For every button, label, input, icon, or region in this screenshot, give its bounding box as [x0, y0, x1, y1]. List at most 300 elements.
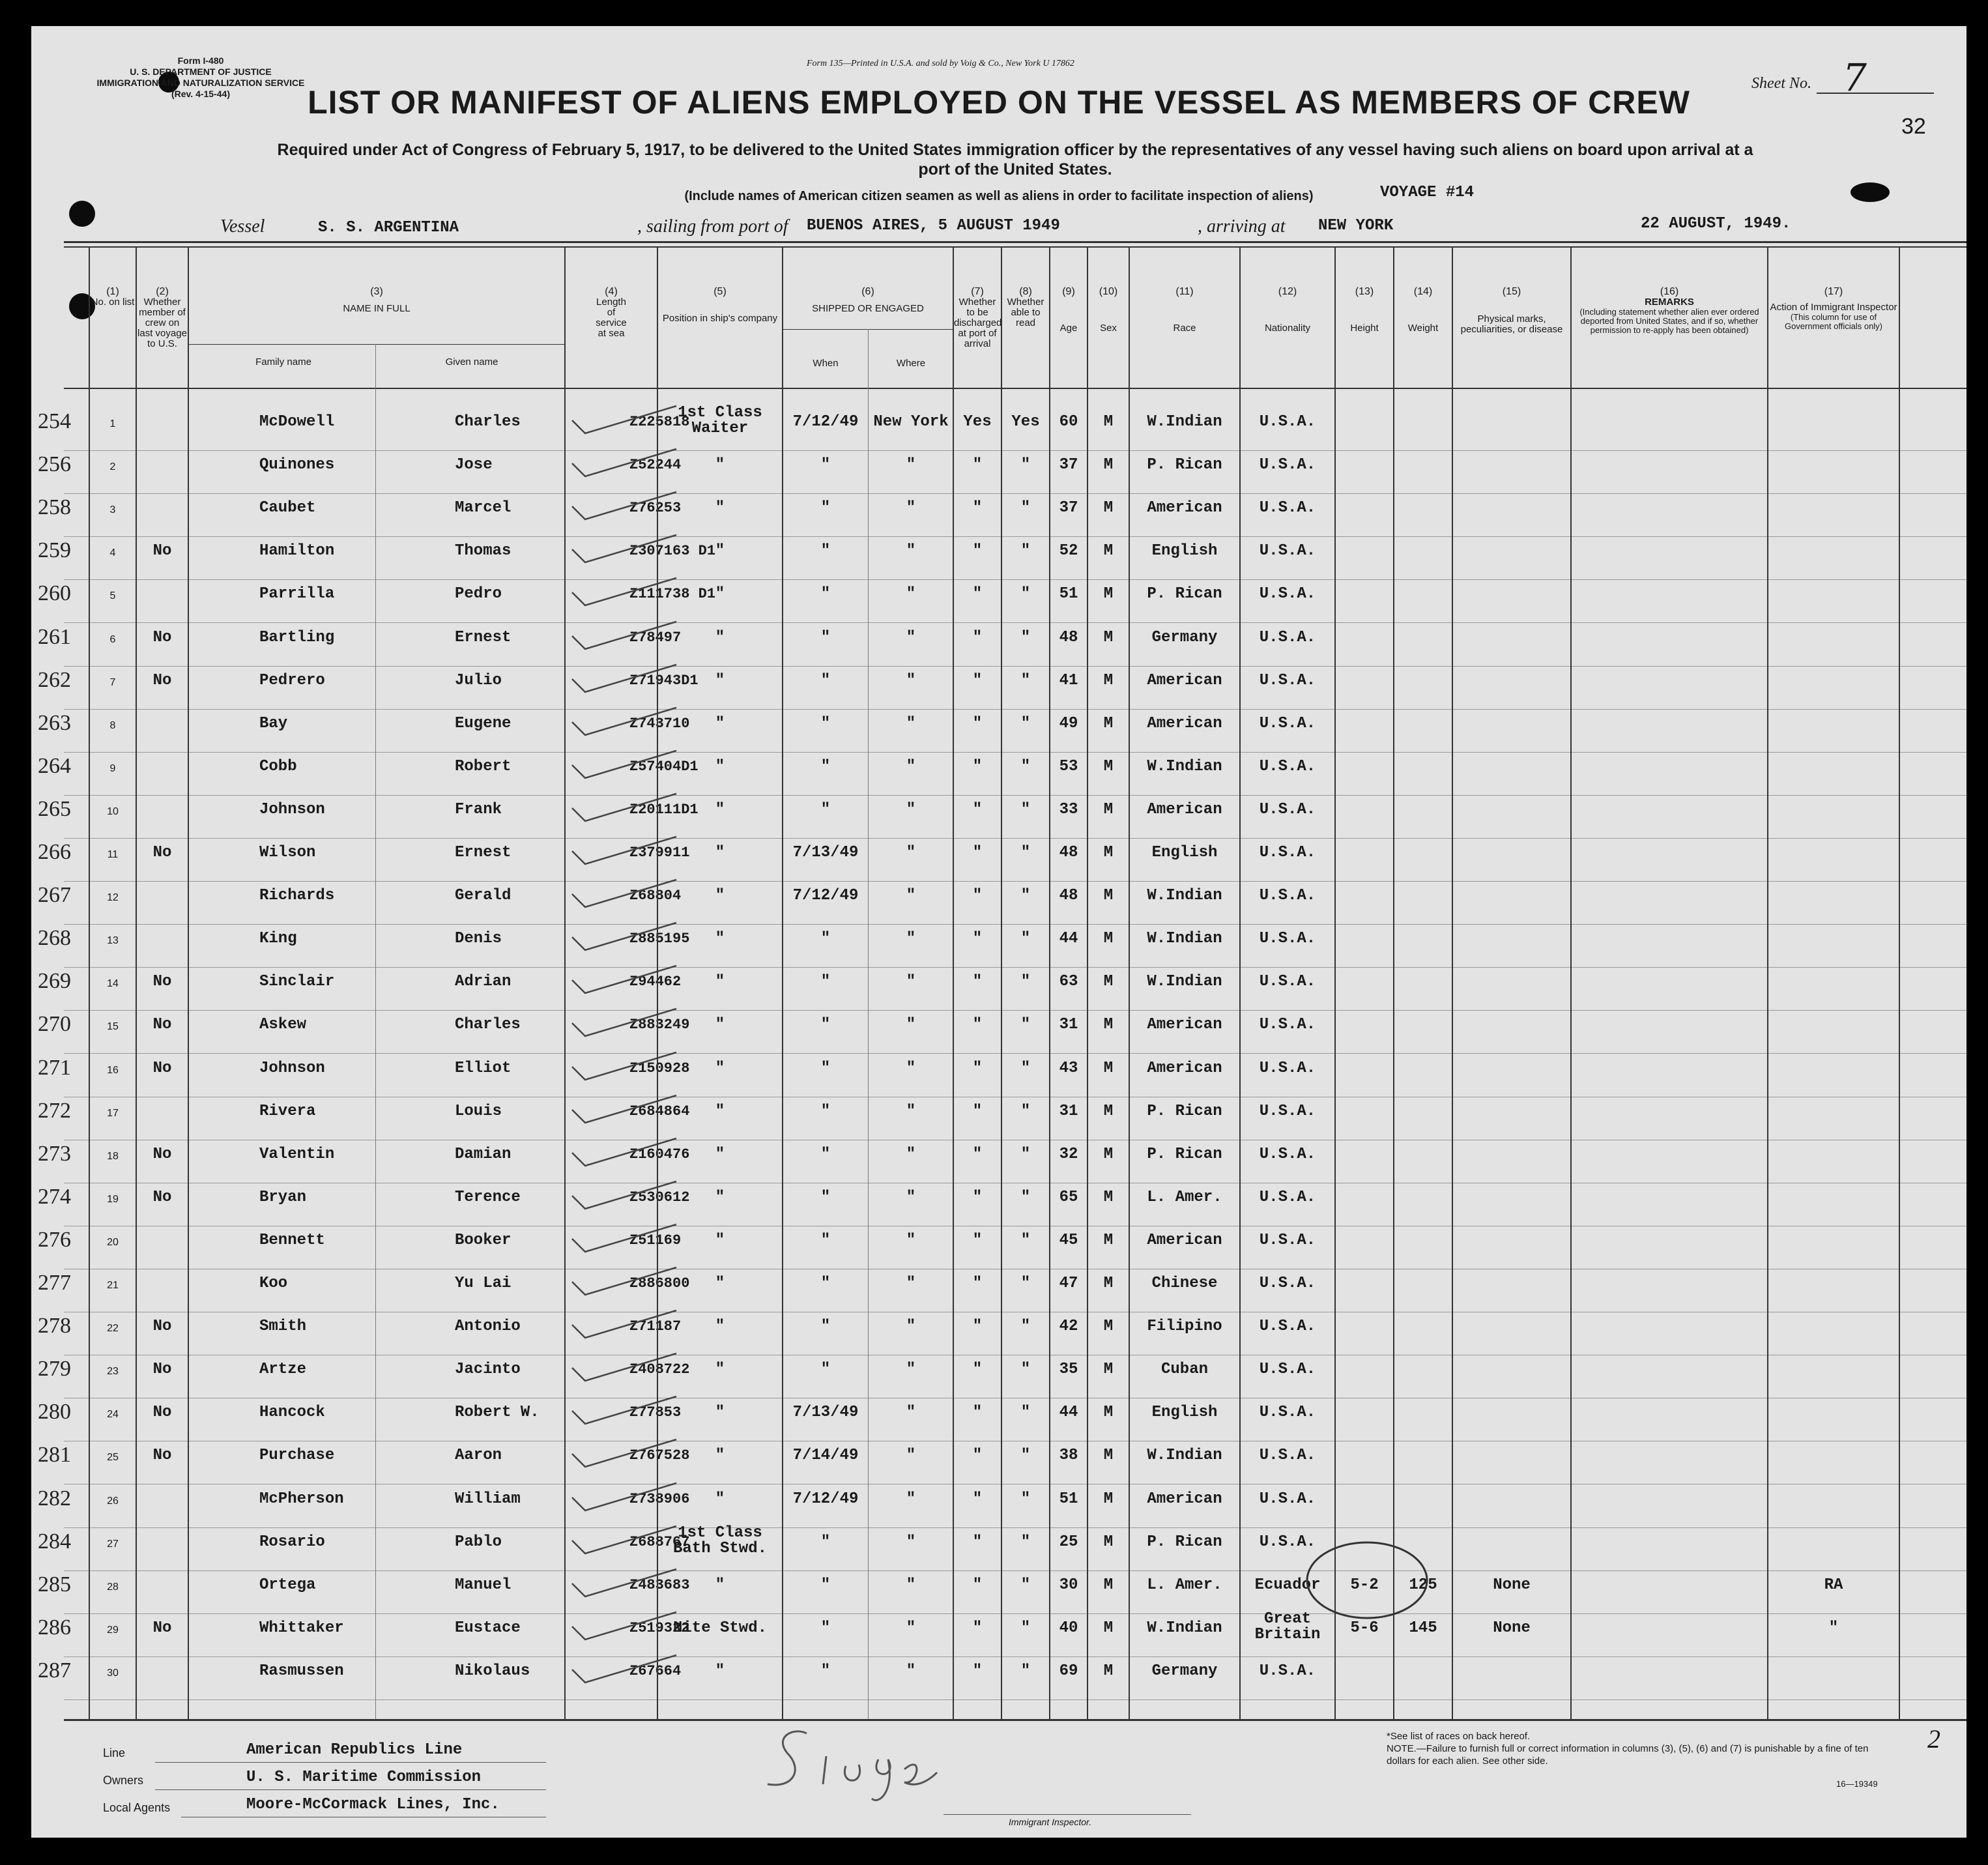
cell-when: "	[820, 456, 831, 474]
cell-given: Aaron	[455, 1447, 502, 1465]
cell-position: "	[715, 1188, 725, 1206]
cell-where: "	[906, 1490, 916, 1508]
cell-position: "	[715, 628, 725, 646]
row-ordinal: 21	[107, 1280, 119, 1291]
cell-when: "	[820, 1145, 831, 1163]
cell-race: American	[1147, 671, 1222, 689]
cell-position: "	[715, 542, 725, 560]
check-mark	[566, 616, 683, 656]
footer-note	[1387, 1730, 1888, 1767]
cell-service: Z408722	[629, 1361, 690, 1378]
cell-where: "	[906, 1231, 916, 1249]
check-mark	[566, 573, 683, 612]
col12-header: (12) Nationality	[1264, 286, 1311, 334]
cell-position: "	[715, 499, 725, 517]
check-mark	[566, 1607, 683, 1646]
cell-age: 30	[1059, 1576, 1078, 1594]
cell-race: Filipino	[1147, 1318, 1222, 1336]
row-divider	[64, 881, 1966, 882]
list-line-number: 262	[38, 667, 71, 692]
cell-sex: M	[1103, 542, 1114, 560]
cell-race: English	[1151, 844, 1218, 861]
col10-header: (10) Sex	[1099, 286, 1118, 334]
cell-given: Booker	[455, 1231, 511, 1249]
cell-disch: "	[972, 1490, 983, 1508]
cell-race: W.Indian	[1147, 887, 1222, 905]
cell-where: "	[906, 1361, 916, 1379]
row-ordinal: 17	[107, 1107, 119, 1119]
cell-nat: U.S.A.	[1259, 585, 1316, 603]
cell-given: Robert	[455, 757, 511, 775]
cell-where: "	[906, 628, 916, 646]
cell-where: "	[906, 1404, 916, 1422]
row-ordinal: 18	[107, 1150, 119, 1162]
cell-disch: "	[972, 800, 983, 818]
cell-service: Z379911	[629, 845, 690, 861]
vessel-name: S. S. ARGENTINA	[318, 219, 459, 237]
cell-given: Damian	[455, 1145, 511, 1163]
column-divider	[1899, 246, 1900, 1719]
cell-sex: M	[1103, 499, 1114, 517]
cell-sex: M	[1103, 1016, 1114, 1034]
cell-when: "	[820, 499, 831, 517]
list-line-number: 281	[38, 1443, 71, 1467]
cell-nat: U.S.A.	[1259, 499, 1316, 517]
cell-race: P. Rican	[1147, 1102, 1222, 1120]
list-line-number: 260	[38, 581, 71, 606]
check-mark	[566, 1219, 683, 1258]
owners-value: U. S. Maritime Commission	[246, 1769, 482, 1786]
list-line-number: 276	[38, 1227, 71, 1252]
cell-service: Z67664	[629, 1662, 682, 1679]
cell-given: Elliot	[455, 1059, 511, 1077]
where-header: Where	[896, 358, 926, 369]
row-divider	[64, 709, 1966, 710]
cell-sex: M	[1103, 1102, 1114, 1120]
cell-where: "	[906, 973, 916, 991]
cell-sex: M	[1103, 930, 1114, 948]
check-mark	[566, 745, 683, 785]
cell-age: 48	[1059, 628, 1078, 646]
cell-position: "	[715, 714, 725, 732]
col5-header: (5) Position in ship's company	[662, 286, 778, 324]
cell-read: "	[1020, 1404, 1031, 1422]
col11-header: (11) Race	[1173, 286, 1196, 334]
check-mark	[566, 961, 683, 1000]
cell-when: "	[820, 585, 831, 603]
cell-given: Jose	[455, 456, 493, 474]
cell-sex: M	[1103, 844, 1114, 861]
cell-position: "	[715, 1662, 725, 1680]
cell-service: Z111738 D1	[629, 586, 716, 603]
cell-service: Z519322	[629, 1619, 690, 1636]
cell-read: "	[1020, 1275, 1031, 1292]
cell-when: "	[820, 1662, 831, 1680]
cell-when: "	[820, 714, 831, 732]
cell-position: "	[715, 1059, 725, 1077]
cell-position: "	[715, 930, 725, 948]
cell-when: "	[820, 1059, 831, 1077]
cell-family: King	[259, 930, 297, 948]
row-divider	[64, 1053, 1966, 1054]
cell-action: RA	[1824, 1576, 1843, 1594]
cell-disch: "	[972, 1275, 983, 1292]
cell-race: American	[1147, 1016, 1222, 1034]
check-mark	[566, 1391, 683, 1430]
cell-read: "	[1020, 800, 1031, 818]
list-line-number: 277	[38, 1271, 71, 1295]
cell-service: Z20111D1	[629, 801, 699, 818]
cell-service: Z150928	[629, 1060, 690, 1077]
cell-nat: U.S.A.	[1259, 456, 1316, 474]
list-line-number: 268	[38, 926, 71, 951]
cell-nat: U.S.A.	[1259, 887, 1316, 905]
cell-when: "	[820, 757, 831, 775]
row-divider	[64, 1570, 1966, 1571]
cell-position: "	[715, 1447, 725, 1465]
cell-position: "	[715, 1576, 725, 1594]
cell-sex: M	[1103, 413, 1114, 431]
cell-family: Koo	[259, 1275, 288, 1292]
cell-sex: M	[1103, 1576, 1114, 1594]
cell-race: Cuban	[1160, 1361, 1208, 1379]
check-mark	[566, 702, 683, 742]
cell-service: Z307163 D1	[629, 543, 716, 560]
cell-given: Louis	[455, 1102, 502, 1120]
cell-read: "	[1020, 1447, 1031, 1465]
cell-when: "	[820, 800, 831, 818]
cell-nat: U.S.A.	[1259, 542, 1316, 560]
cell-given: Denis	[455, 930, 502, 948]
cell-age: 41	[1059, 671, 1078, 689]
cell-service: Z885195	[629, 931, 690, 947]
cell-family: Johnson	[259, 1059, 325, 1077]
cell-where: "	[906, 714, 916, 732]
cell-position: 1st Class Bath Stwd.	[672, 1524, 768, 1557]
cell-age: 60	[1059, 413, 1078, 431]
cell-nat: U.S.A.	[1259, 930, 1316, 948]
cell-crew: No	[152, 1059, 172, 1077]
check-mark	[566, 788, 683, 828]
cell-when: "	[820, 628, 831, 646]
cell-crew: No	[152, 671, 172, 689]
cell-sex: M	[1103, 585, 1114, 603]
penalty-note: NOTE.—Failure to furnish full or correct information in columns (3), (5), (6) and (7) is punishable by a fine of ten dollars for each alien. See other side.	[1387, 1743, 1869, 1767]
check-mark	[566, 918, 683, 957]
cell-nat: Great Britain	[1254, 1610, 1321, 1643]
department: U. S. DEPARTMENT OF JUSTICE	[130, 66, 272, 77]
cell-race: W.Indian	[1147, 973, 1222, 991]
cell-where: "	[906, 1059, 916, 1077]
agents-label: Local Agents	[103, 1801, 171, 1814]
column-divider	[1334, 246, 1336, 1719]
cell-nat: U.S.A.	[1259, 1404, 1316, 1422]
cell-read: "	[1020, 542, 1031, 560]
cell-nat: U.S.A.	[1259, 1145, 1316, 1163]
column-divider	[1239, 246, 1241, 1719]
cell-service: Z225818	[629, 414, 690, 430]
cell-service: Z883249	[629, 1017, 690, 1034]
cell-nat: U.S.A.	[1259, 800, 1316, 818]
cell-sex: M	[1103, 714, 1114, 732]
cell-nat: U.S.A.	[1259, 1275, 1316, 1292]
list-line-number: 285	[38, 1572, 71, 1597]
cell-sex: M	[1103, 973, 1114, 991]
races-note: *See list of races on back hereof.	[1387, 1731, 1531, 1742]
form-id: Form I-480	[177, 55, 224, 66]
cell-read: Yes	[1011, 413, 1040, 431]
cell-nat: U.S.A.	[1259, 1318, 1316, 1336]
cell-disch: "	[972, 1662, 983, 1680]
cell-race: Germany	[1151, 628, 1218, 646]
list-line-number: 264	[38, 753, 71, 778]
cell-service: Z78497	[629, 629, 682, 646]
cell-read: "	[1020, 973, 1031, 991]
check-mark	[566, 875, 683, 914]
cell-age: 65	[1059, 1188, 1078, 1206]
check-mark	[566, 1004, 683, 1043]
cell-nat: U.S.A.	[1259, 1016, 1316, 1034]
row-divider	[64, 1010, 1966, 1011]
cell-disch: "	[972, 456, 983, 474]
cell-age: 38	[1059, 1447, 1078, 1465]
cell-position: "	[715, 800, 725, 818]
column-divider	[1767, 246, 1768, 1719]
cell-when: "	[820, 542, 831, 560]
cell-given: Charles	[455, 413, 521, 431]
cell-read: "	[1020, 1490, 1031, 1508]
cell-read: "	[1020, 628, 1031, 646]
cell-when: "	[820, 1533, 831, 1551]
cell-family: Purchase	[259, 1447, 335, 1465]
cell-family: Smith	[259, 1318, 307, 1336]
row-ordinal: 16	[107, 1064, 119, 1076]
cell-read: "	[1020, 1102, 1031, 1120]
cell-where: "	[906, 1662, 916, 1680]
row-ordinal: 5	[109, 590, 116, 602]
cell-service: Z51169	[629, 1232, 682, 1249]
cell-marks: None	[1493, 1576, 1531, 1594]
cell-sex: M	[1103, 1231, 1114, 1249]
cell-race: W.Indian	[1147, 757, 1222, 775]
cell-when: "	[820, 1231, 831, 1249]
cell-crew: No	[152, 628, 172, 646]
inspector-signature	[748, 1707, 1009, 1805]
cell-service: Z160476	[629, 1146, 690, 1163]
cell-action: "	[1828, 1619, 1839, 1637]
cell-read: "	[1020, 456, 1031, 474]
cell-disch: "	[972, 1619, 983, 1637]
cell-position: "	[715, 1404, 725, 1422]
row-ordinal: 10	[107, 805, 119, 817]
cell-family: Artze	[259, 1361, 307, 1379]
cell-disch: "	[972, 1102, 983, 1120]
cell-service: Z767528	[629, 1447, 690, 1464]
cell-family: Bay	[259, 714, 288, 732]
list-line-number: 267	[38, 883, 71, 908]
cell-where: "	[906, 1145, 916, 1163]
list-line-number: 271	[38, 1055, 71, 1080]
cell-service: Z76253	[629, 500, 682, 517]
row-ordinal: 11	[107, 849, 119, 860]
column-divider	[1570, 246, 1572, 1719]
row-ordinal: 2	[109, 461, 116, 473]
cell-age: 45	[1059, 1231, 1078, 1249]
row-ordinal: 4	[109, 547, 116, 559]
cell-given: Eustace	[455, 1619, 521, 1637]
cell-sex: M	[1103, 1275, 1114, 1292]
cell-where: "	[906, 671, 916, 689]
cell-where: "	[906, 1619, 916, 1637]
cell-nat: U.S.A.	[1259, 1231, 1316, 1249]
cell-age: 37	[1059, 499, 1078, 517]
cell-when: "	[820, 1318, 831, 1336]
inspector-label: Immigrant Inspector.	[1009, 1817, 1092, 1827]
row-ordinal: 26	[107, 1495, 119, 1507]
cell-read: "	[1020, 1231, 1031, 1249]
cell-read: "	[1020, 585, 1031, 603]
list-line-number: 265	[38, 796, 71, 821]
row-divider	[64, 493, 1966, 494]
cell-weight: 145	[1409, 1619, 1437, 1637]
check-mark	[566, 1176, 683, 1215]
cell-sex: M	[1103, 1619, 1114, 1637]
sailing-label: , sailing from port of	[637, 216, 788, 237]
row-ordinal: 6	[109, 633, 116, 645]
cell-race: P. Rican	[1147, 1145, 1222, 1163]
cell-given: William	[455, 1490, 521, 1508]
cell-disch: "	[972, 1404, 983, 1422]
check-mark	[566, 487, 683, 526]
row-divider	[64, 1699, 1966, 1700]
row-divider	[64, 838, 1966, 839]
cell-nat: U.S.A.	[1259, 844, 1316, 861]
cell-family: Valentin	[259, 1145, 335, 1163]
cell-given: Eugene	[455, 714, 511, 732]
cell-service: Z71187	[629, 1318, 682, 1335]
cell-crew: No	[152, 1188, 172, 1206]
col3-header: (3) NAME IN FULL	[343, 286, 411, 314]
cell-read: "	[1020, 1318, 1031, 1336]
line-label: Line	[103, 1746, 126, 1759]
cell-read: "	[1020, 1576, 1031, 1594]
cell-disch: "	[972, 1447, 983, 1465]
row-ordinal: 1	[109, 418, 116, 429]
list-line-number: 256	[38, 452, 71, 477]
cell-nat: U.S.A.	[1259, 973, 1316, 991]
owners-label: Owners	[103, 1774, 144, 1787]
cell-where: "	[906, 930, 916, 948]
cell-where: "	[906, 844, 916, 861]
cell-crew: No	[152, 1318, 172, 1336]
cell-position: "	[715, 973, 725, 991]
cell-age: 49	[1059, 714, 1078, 732]
cell-family: Bennett	[259, 1231, 325, 1249]
cell-position: "	[715, 887, 725, 905]
cell-where: "	[906, 1318, 916, 1336]
column-divider	[188, 246, 189, 1719]
cell-race: P. Rican	[1147, 1533, 1222, 1551]
col2-header: (2) Whether member of crew on last voyage to U.S.	[137, 286, 187, 349]
cell-disch: "	[972, 930, 983, 948]
cell-read: "	[1020, 930, 1031, 948]
cell-position: "	[715, 1275, 725, 1292]
cell-service: Z68804	[629, 888, 682, 904]
cell-nat: U.S.A.	[1259, 1447, 1316, 1465]
cell-sex: M	[1103, 1404, 1114, 1422]
column-divider	[564, 246, 566, 1719]
cell-sex: M	[1103, 671, 1114, 689]
row-ordinal: 7	[109, 676, 116, 688]
cell-disch: "	[972, 499, 983, 517]
cell-race: P. Rican	[1147, 585, 1222, 603]
check-mark	[566, 659, 683, 699]
cell-race: L. Amer.	[1147, 1576, 1222, 1594]
cell-nat: U.S.A.	[1259, 1059, 1316, 1077]
cell-nat: Ecuador	[1254, 1576, 1321, 1594]
list-line-number: 254	[38, 409, 71, 433]
row-ordinal: 9	[109, 762, 116, 774]
cell-sex: M	[1103, 1533, 1114, 1551]
cell-read: "	[1020, 1016, 1031, 1034]
cell-given: Terence	[455, 1188, 521, 1206]
arriving-at: NEW YORK	[1318, 217, 1394, 235]
cell-sex: M	[1103, 1490, 1114, 1508]
cell-family: Rivera	[259, 1102, 316, 1120]
cell-race: American	[1147, 1059, 1222, 1077]
cell-weight: 125	[1409, 1576, 1437, 1594]
cell-age: 47	[1059, 1275, 1078, 1292]
page-title: LIST OR MANIFEST OF ALIENS EMPLOYED ON THE VESSEL AS MEMBERS OF CREW	[308, 84, 1690, 121]
column-divider	[136, 246, 137, 1719]
cell-given: Charles	[455, 1016, 521, 1034]
cell-family: Rosario	[259, 1533, 325, 1551]
cell-given: Ernest	[455, 844, 511, 861]
cell-crew: No	[152, 1016, 172, 1034]
cell-read: "	[1020, 1619, 1031, 1637]
arriving-label: , arriving at	[1198, 216, 1286, 237]
cell-sex: M	[1103, 1361, 1114, 1379]
cell-crew: No	[152, 1145, 172, 1163]
cell-where: "	[906, 1188, 916, 1206]
agents-value: Moore-McCormack Lines, Inc.	[246, 1796, 500, 1814]
cell-service: Z77853	[629, 1404, 682, 1421]
cell-age: 51	[1059, 1490, 1078, 1508]
cell-crew: No	[152, 542, 172, 560]
sailing-from: BUENOS AIRES, 5 AUGUST 1949	[807, 217, 1060, 235]
cell-family: Bartling	[259, 628, 335, 646]
cell-when: 7/14/49	[792, 1447, 859, 1465]
cell-family: Wilson	[259, 844, 316, 861]
column-divider	[1393, 246, 1394, 1719]
cell-position: 1st Class Waiter	[678, 404, 762, 437]
row-divider	[64, 579, 1966, 580]
cell-given: Manuel	[455, 1576, 511, 1594]
column-divider	[657, 246, 658, 1719]
cell-service: Z688767	[629, 1533, 690, 1550]
cell-given: Pedro	[455, 585, 502, 603]
cell-crew: No	[152, 1361, 172, 1379]
row-ordinal: 29	[107, 1624, 119, 1636]
cell-nat: U.S.A.	[1259, 1188, 1316, 1206]
cell-read: "	[1020, 714, 1031, 732]
column-divider	[868, 329, 869, 1719]
cell-read: "	[1020, 499, 1031, 517]
list-line-number: 274	[38, 1184, 71, 1209]
cell-race: American	[1147, 499, 1222, 517]
cell-position: "	[715, 585, 725, 603]
cell-when: "	[820, 1102, 831, 1120]
